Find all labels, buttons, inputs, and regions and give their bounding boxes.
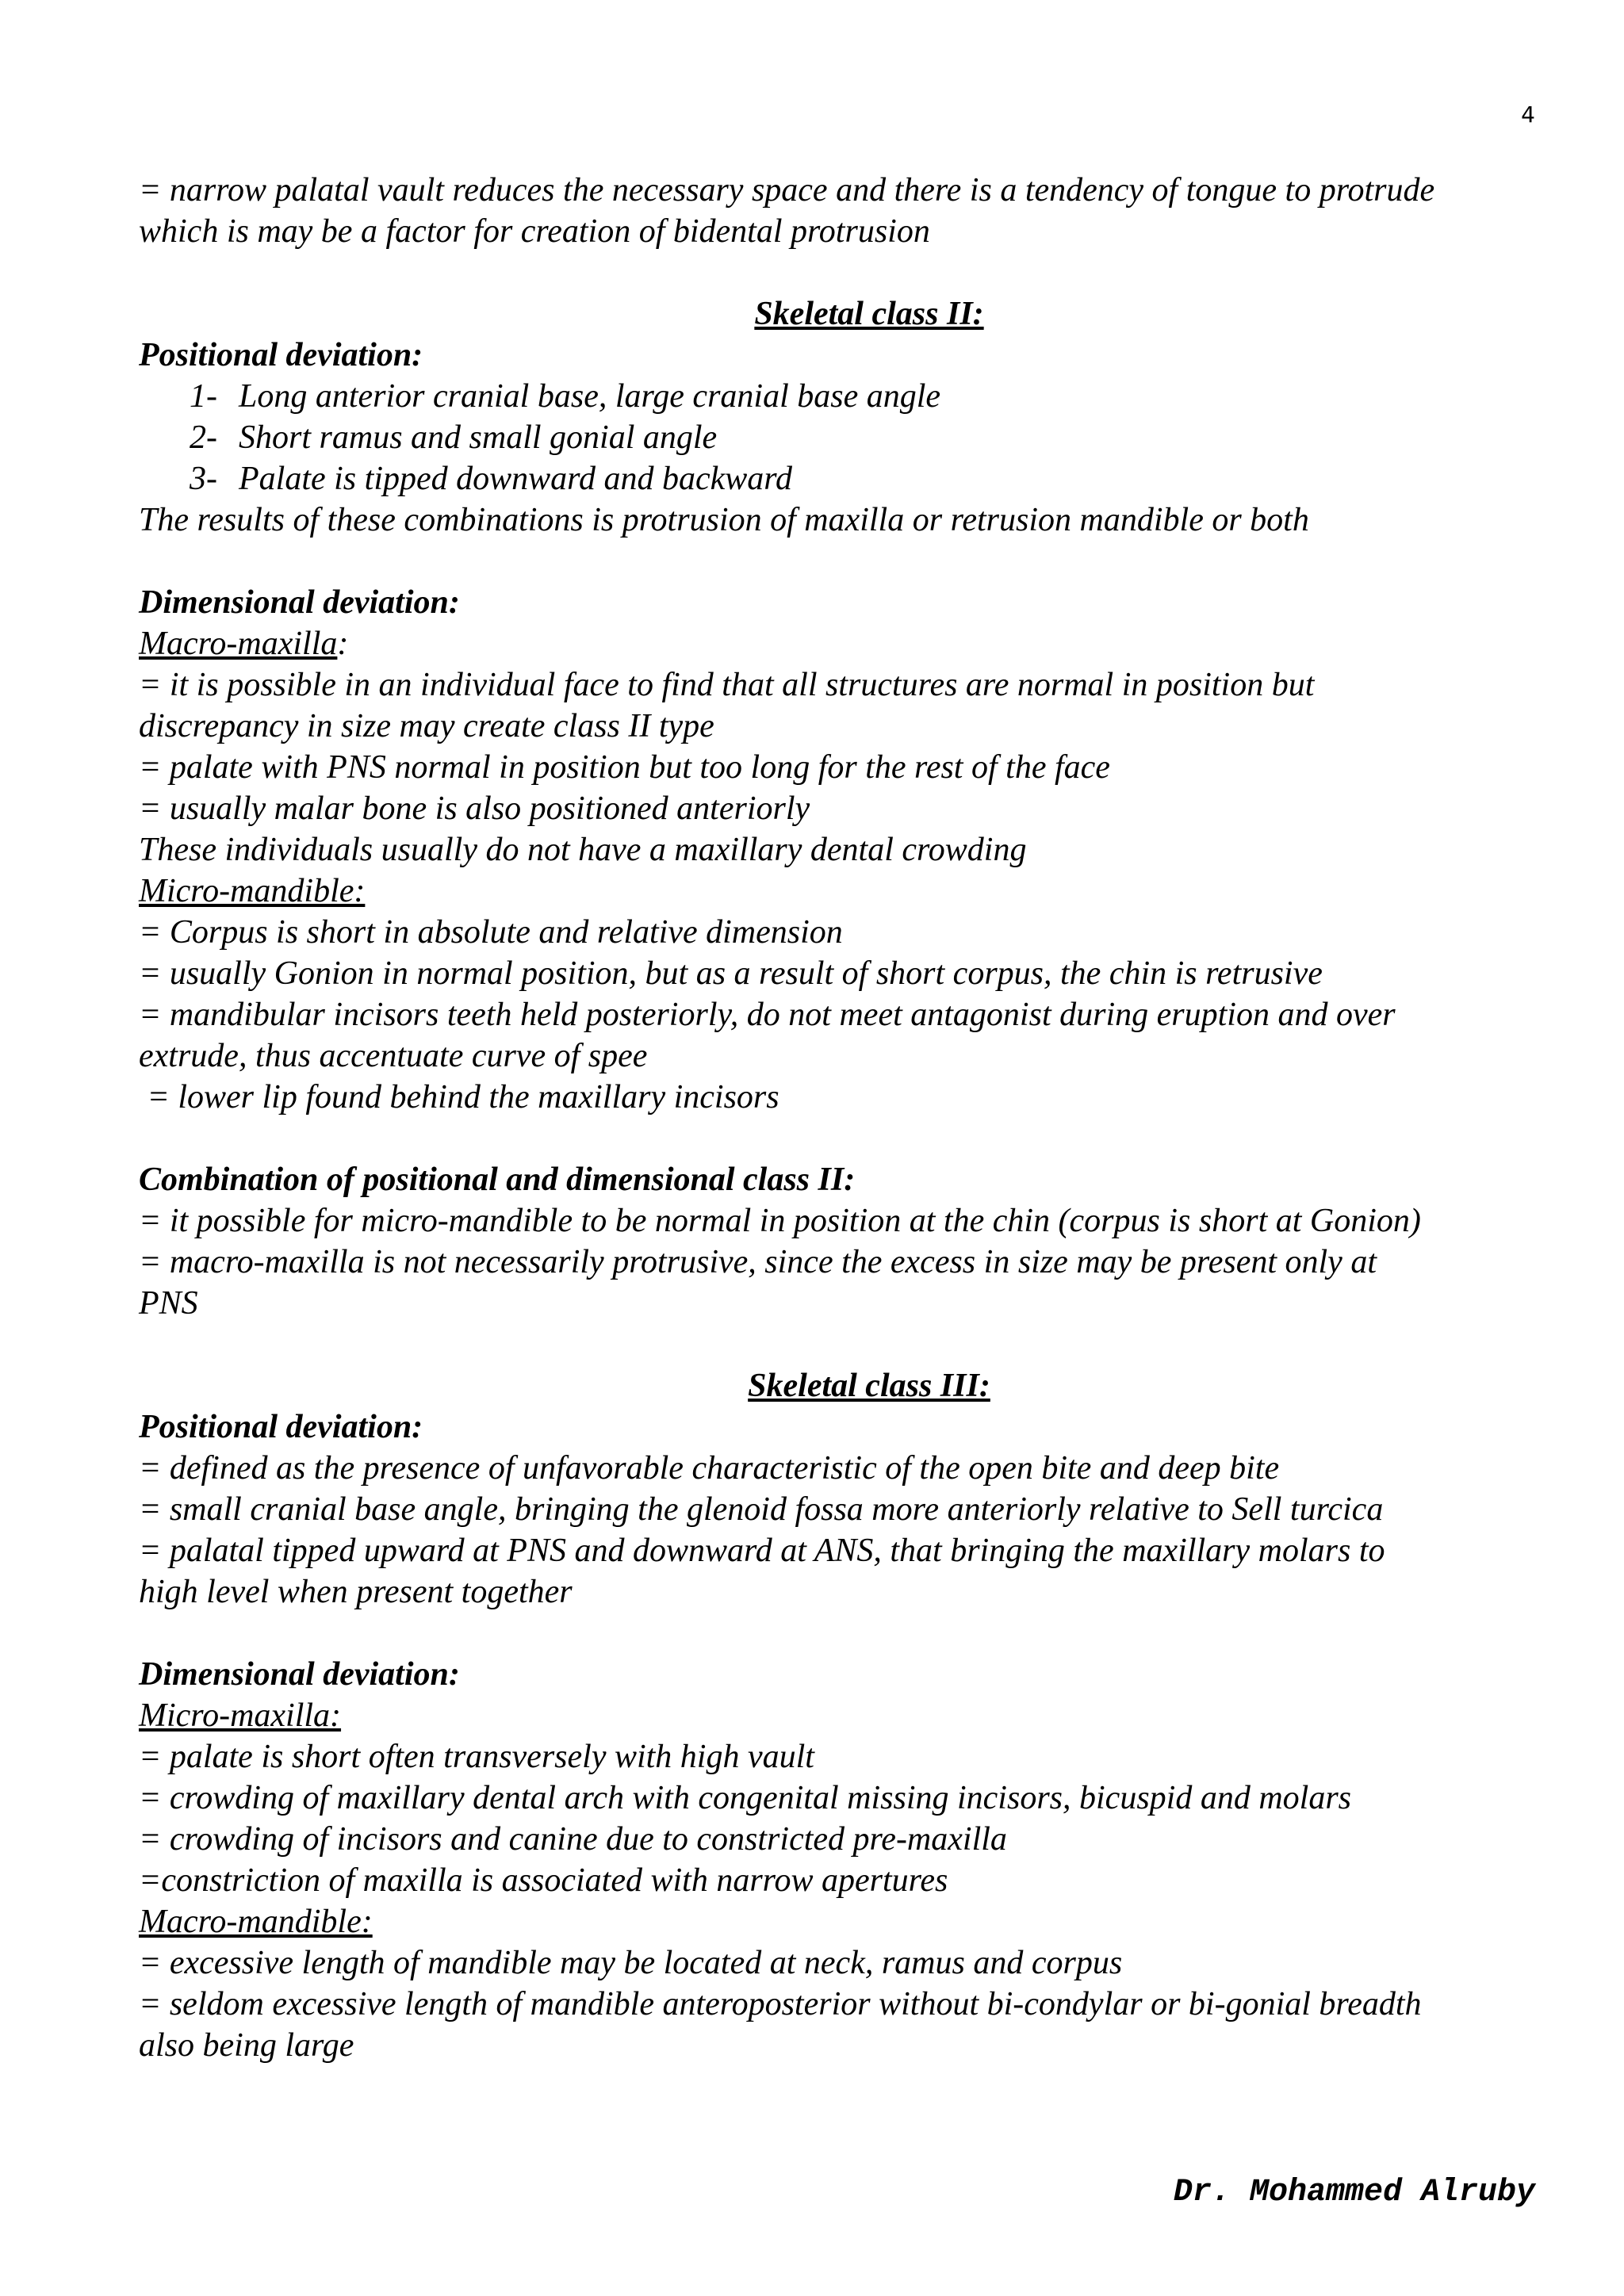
text-line: = palatal tipped upward at PNS and downward at ANS, that bringing the maxillary molars to xyxy=(139,1533,1385,1569)
text-line: = lower lip found behind the maxillary incisors xyxy=(139,1079,779,1115)
text-line: = macro-maxilla is not necessarily protrusive, since the excess in size may be present only at xyxy=(139,1244,1377,1280)
spacer xyxy=(139,1324,1558,1365)
class3-positional-title: Positional deviation: xyxy=(139,1409,423,1445)
micro-mandible-label: Micro-mandible: xyxy=(139,873,366,909)
class3-heading: Skeletal class III: xyxy=(748,1368,990,1404)
text-line: high level when present together xyxy=(139,1574,573,1610)
author-footer: Dr. Mohammed Alruby xyxy=(1173,2175,1535,2210)
spacer xyxy=(139,1118,1558,1159)
text-line: = it possible for micro-mandible to be normal in position at the chin (corpus is short at Gonion) xyxy=(139,1203,1421,1239)
page-number: 4 xyxy=(1521,101,1535,128)
macro-mandible-label: Macro-mandible: xyxy=(139,1904,373,1940)
text-line: = defined as the presence of unfavorable characteristic of the open bite and deep bite xyxy=(139,1450,1280,1487)
intro-line-1: = narrow palatal vault reduces the necessary space and there is a tendency of tongue to protrude xyxy=(139,172,1435,209)
list-number: 3- xyxy=(190,461,217,497)
text-line: = usually Gonion in normal position, but as a result of short corpus, the chin is retrusive xyxy=(139,955,1323,992)
class3-dimensional-title: Dimensional deviation: xyxy=(139,1656,460,1693)
intro-line-2: which is may be a factor for creation of bidental protrusion xyxy=(139,213,930,250)
text-line: = small cranial base angle, bringing the glenoid fossa more anteriorly relative to Sell turcica xyxy=(139,1491,1384,1528)
class2-dimensional-title: Dimensional deviation: xyxy=(139,584,460,621)
list-item xyxy=(139,417,1558,458)
text-line: = it is possible in an individual face to find that all structures are normal in position but xyxy=(139,667,1315,703)
macro-maxilla-label-line xyxy=(139,623,1558,664)
text-line: discrepancy in size may create class II type xyxy=(139,708,714,744)
text-line: = excessive length of mandible may be located at neck, ramus and corpus xyxy=(139,1945,1123,1981)
text-line: = crowding of maxillary dental arch with congenital missing incisors, bicuspid and molars xyxy=(139,1780,1352,1816)
text-line: also being large xyxy=(139,2027,354,2064)
spacer xyxy=(139,1613,1558,1654)
text-line: = mandibular incisors teeth held posteriorly, do not meet antagonist during eruption and over xyxy=(139,997,1396,1033)
text-line: PNS xyxy=(139,1285,198,1322)
text-line: These individuals usually do not have a maxillary dental crowding xyxy=(139,832,1027,868)
list-text: Long anterior cranial base, large cranial base angle xyxy=(239,378,941,415)
macro-maxilla-label: Macro-maxilla xyxy=(139,626,338,662)
text-line: extrude, thus accentuate curve of spee xyxy=(139,1038,648,1074)
text-line: = seldom excessive length of mandible anteroposterior without bi-condylar or bi-gonial breadth xyxy=(139,1986,1422,2022)
macro-maxilla-colon: : xyxy=(337,626,349,662)
document-body xyxy=(139,170,1558,2066)
text-line: = palate is short often transversely with high vault xyxy=(139,1739,814,1775)
list-item xyxy=(139,458,1558,499)
list-number: 2- xyxy=(190,419,217,456)
text-line: =constriction of maxilla is associated with narrow apertures xyxy=(139,1862,948,1899)
spacer xyxy=(139,541,1558,582)
text-line: = usually malar bone is also positioned anteriorly xyxy=(139,790,810,827)
text-line: = palate with PNS normal in position but too long for the rest of the face xyxy=(139,749,1110,786)
text-line: = Corpus is short in absolute and relative dimension xyxy=(139,914,843,951)
list-number: 1- xyxy=(190,378,217,415)
list-item xyxy=(139,376,1558,417)
class2-combination-title: Combination of positional and dimensional class II: xyxy=(139,1161,856,1198)
spacer xyxy=(139,252,1558,293)
text-line: = crowding of incisors and canine due to constricted pre-maxilla xyxy=(139,1821,1007,1858)
class2-positional-title: Positional deviation: xyxy=(139,337,423,373)
list-text: Short ramus and small gonial angle xyxy=(239,419,718,456)
list-text: Palate is tipped downward and backward xyxy=(239,461,793,497)
class2-positional-result: The results of these combinations is protrusion of maxilla or retrusion mandible or both xyxy=(139,502,1309,538)
class2-heading: Skeletal class II: xyxy=(754,296,984,332)
micro-maxilla-label: Micro-maxilla: xyxy=(139,1697,342,1734)
